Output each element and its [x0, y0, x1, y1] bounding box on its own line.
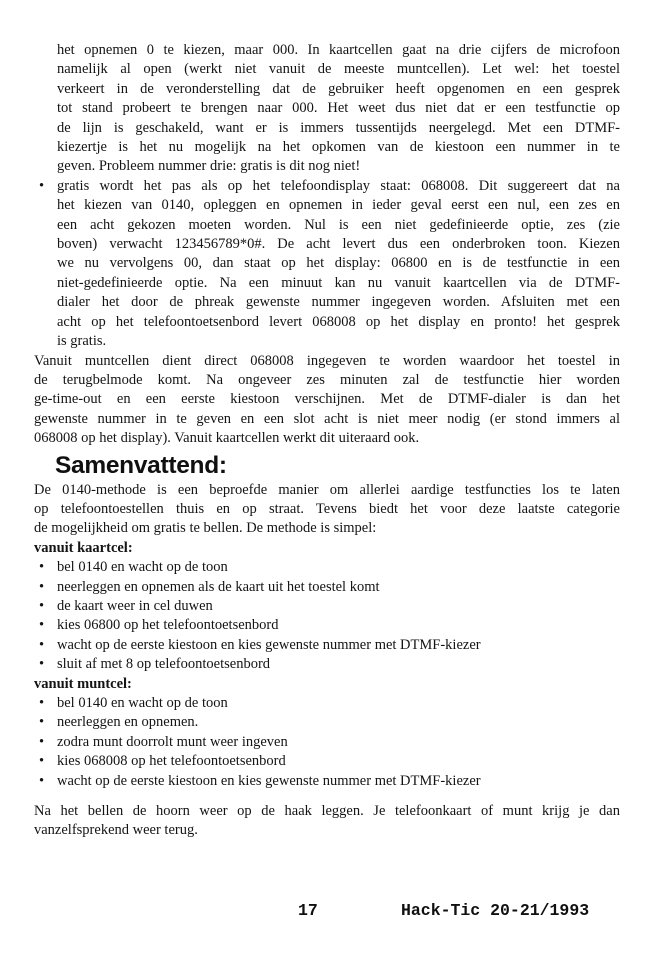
- list-item: [39, 772, 620, 791]
- list-item-text: neerleggen en opnemen.: [57, 714, 199, 731]
- document-content: [34, 41, 620, 841]
- bullet-icon: •: [39, 695, 45, 711]
- list-item: [39, 655, 620, 674]
- bullet-icon: •: [39, 733, 45, 750]
- bullet-icon: •: [39, 559, 45, 576]
- paragraph-line: namelijk al open (werkt niet vanuit de meeste muntcellen). Let wel: het toestel: [57, 61, 620, 78]
- list-item-text: de kaart weer in cel duwen: [57, 597, 213, 614]
- bullet-icon: •: [39, 177, 45, 194]
- paragraph-line: ge-time-out en een eerste kiestoon verschijnen. Met de DTMF-dialer is dan het: [34, 391, 620, 408]
- paragraph-line: gewenste nummer in te geven en een slot acht is niet meer nodig (er stond immers al: [34, 410, 620, 427]
- list-heading: vanuit muntcel:: [34, 675, 132, 692]
- list-item-text: bel 0140 en wacht op de toon: [57, 695, 228, 711]
- paragraph-line: we nu vervolgens 00, dan staat op het display: 06800 en is de testfunctie in een: [57, 255, 620, 272]
- list-item-text: kies 06800 op het telefoontoetsenbord: [57, 617, 279, 634]
- bullet-icon: •: [39, 656, 45, 673]
- list-item-text: zodra munt doorrolt munt weer ingeven: [57, 733, 288, 750]
- bullet-icon: •: [39, 617, 45, 634]
- paragraph-line: verkeert in de veronderstelling dat de gebruiker heeft opgenomen en een gesprek: [57, 80, 620, 97]
- list-item: [39, 694, 620, 713]
- list-item: [39, 713, 620, 732]
- bullet-icon: •: [39, 578, 45, 595]
- list-item: [39, 636, 620, 655]
- bullet-icon: •: [39, 772, 45, 789]
- paragraph-line: kiezertje is het nu mogelijk na het opkomen van de kiestoon een nummer in te: [57, 139, 620, 156]
- body-paragraph: [34, 802, 620, 841]
- bullet-icon: •: [39, 714, 45, 731]
- paragraph-line: Na het bellen de hoorn weer op de haak leggen. Je telefoonkaart of munt krijg je dan: [34, 803, 620, 820]
- paragraph-line: de lijn is geschakeld, want er is immers tussentijds neergelegd. Met een DTMF-: [57, 119, 620, 136]
- paragraph-line: op telefoontoestellen thuis en op straat. Tevens biedt het voor deze laatste categorie: [34, 500, 620, 517]
- list-item-text: kies 068008 op het telefoontoetsenbord: [57, 753, 286, 770]
- paragraph-line: boven) verwacht 123456789*0#. De acht levert dus een onderbroken toon. Kiezen: [57, 236, 620, 253]
- paragraph-line: vanzelfsprekend weer terug.: [34, 822, 198, 839]
- paragraph-line: het opnemen 0 te kiezen, maar 000. In kaartcellen gaat na drie cijfers de microfoon: [57, 42, 620, 58]
- paragraph-line: Vanuit muntcellen dient direct 068008 ingegeven te worden waardoor het toestel in: [34, 352, 620, 369]
- body-paragraph: [57, 41, 620, 177]
- list-item-text: neerleggen en opnemen als de kaart uit het toestel komt: [57, 578, 380, 595]
- paragraph-line: een acht gekozen moeten worden. Nul is een niet gedefinieerde optie, zes (zie: [57, 216, 620, 233]
- list-item-text: wacht op de eerste kiestoon en kies gewenste nummer met DTMF-kiezer: [57, 772, 481, 789]
- paragraph-line: de mogelijkheid om gratis te bellen. De methode is simpel:: [34, 520, 377, 537]
- footer: [0, 900, 652, 922]
- paragraph-line: het kiezen van 0140, opleggen en opnemen in ieder geval eerst een nul, een zes en: [57, 197, 620, 214]
- list-item: [39, 558, 620, 577]
- paragraph-line: geven. Probleem nummer drie: gratis is dit nog niet!: [57, 158, 361, 175]
- list-item-text: bel 0140 en wacht op de toon: [57, 559, 228, 576]
- list-item-text: wacht op de eerste kiestoon en kies gewenste nummer met DTMF-kiezer: [57, 636, 481, 653]
- paragraph-line: tot stand probeert te brengen naar 000. Het weet dus niet dat er een testfunctie op: [57, 100, 620, 117]
- issue-label: Hack-Tic 20-21/1993: [401, 901, 590, 920]
- bullet-icon: •: [39, 597, 45, 614]
- bullet-icon: •: [39, 753, 45, 770]
- list-item: [39, 733, 620, 752]
- paragraph-line: dialer het door de phreak gewenste nummer ingegeven worden. Afsluiten met een: [57, 294, 620, 311]
- bulleted-paragraph: [39, 177, 620, 352]
- section-heading: Samenvattend:: [55, 451, 227, 479]
- bullet-icon: •: [39, 636, 45, 653]
- list-item: [39, 597, 620, 616]
- paragraph-line: 068008 op het display). Vanuit kaartcellen werkt dit uiteraard ook.: [34, 430, 420, 447]
- paragraph-line: De 0140-methode is een beproefde manier om allerlei aardige testfuncties los te laten: [34, 481, 620, 498]
- list-heading: vanuit kaartcel:: [34, 539, 133, 556]
- paragraph-line: acht op het telefoontoetsenbord levert 068008 op het display en pronto! het gesprek: [57, 313, 620, 330]
- paragraph-line: de terugbelmode komt. Na ongeveer zes minuten zal de testfunctie hier worden: [34, 371, 620, 388]
- list-item: [39, 616, 620, 635]
- list-item-text: sluit af met 8 op telefoontoetsenbord: [57, 656, 271, 673]
- body-paragraph: [34, 352, 620, 449]
- paragraph-line: is gratis.: [57, 333, 107, 350]
- page-number: 17: [298, 901, 318, 920]
- body-paragraph: [34, 481, 620, 539]
- list-item: [39, 578, 620, 597]
- paragraph-line: gratis wordt het pas als op het telefoondisplay staat: 068008. Dit suggereert dat na: [57, 177, 620, 194]
- paragraph-line: niet-gedefinieerde optie. Na een minuut kan nu vanuit kaartcellen via de DTMF-: [57, 274, 620, 291]
- list-item: [39, 752, 620, 771]
